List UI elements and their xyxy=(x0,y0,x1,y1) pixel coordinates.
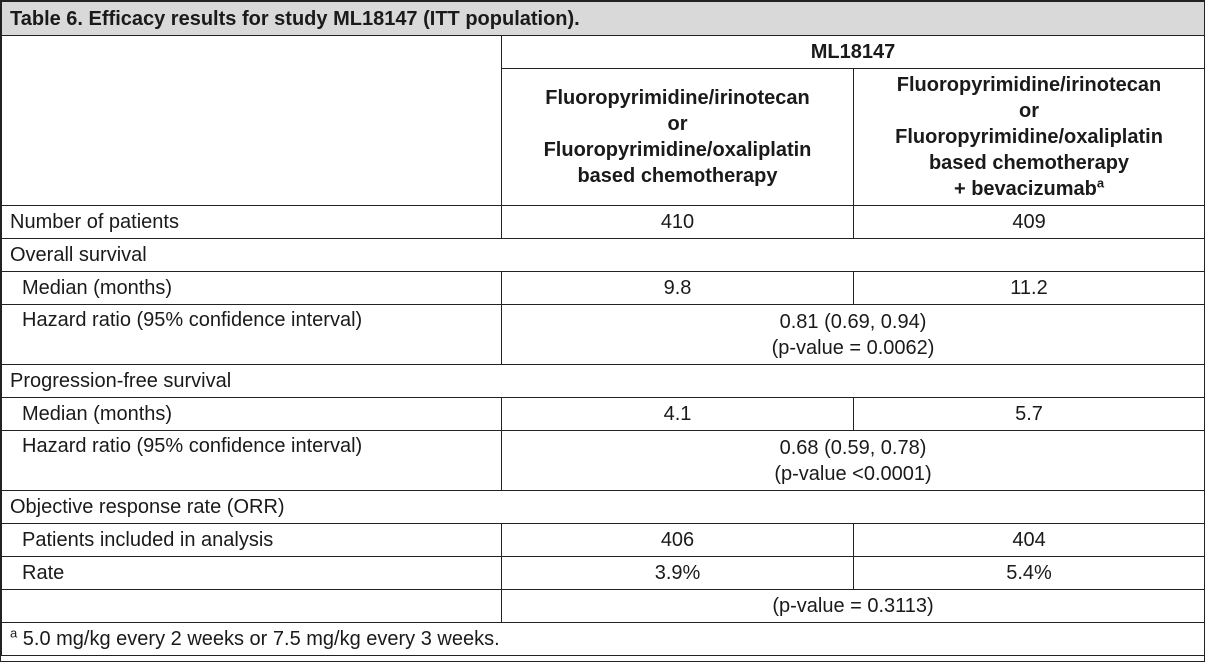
arm2-value: 409 xyxy=(854,206,1205,239)
section-label: Progression-free survival xyxy=(2,365,1205,398)
footnote-text: 5.0 mg/kg every 2 weeks or 7.5 mg/kg every 3 weeks. xyxy=(17,628,500,650)
table-row xyxy=(2,524,1205,557)
arm2-value: 11.2 xyxy=(854,272,1205,305)
study-header: ML18147 xyxy=(502,36,1205,69)
arm2-header-line: or xyxy=(1019,100,1040,122)
arm1-value: 406 xyxy=(502,524,854,557)
arm1-header-line: or xyxy=(667,113,688,135)
arm1-header-line: Fluoropyrimidine/irinotecan xyxy=(545,87,810,109)
arm1-header-line: Fluoropyrimidine/oxaliplatin xyxy=(543,139,812,161)
table-row xyxy=(2,272,1205,305)
empty-label-cell xyxy=(2,590,502,623)
header-empty-cell xyxy=(2,36,502,206)
footnote-row xyxy=(2,623,1205,656)
header-row-study xyxy=(2,36,1205,69)
table-row xyxy=(2,398,1205,431)
section-row xyxy=(2,491,1205,524)
table-row xyxy=(2,557,1205,590)
arm1-header xyxy=(502,69,854,206)
table-row xyxy=(2,590,1205,623)
arm1-value: 410 xyxy=(502,206,854,239)
arm2-value: 5.4% xyxy=(854,557,1205,590)
table-row xyxy=(2,305,1205,365)
section-label: Objective response rate (ORR) xyxy=(2,491,1205,524)
arm1-value: 3.9% xyxy=(502,557,854,590)
arm2-header xyxy=(854,69,1205,206)
arm1-value: 9.8 xyxy=(502,272,854,305)
table-caption: Table 6. Efficacy results for study ML18147 (ITT population). xyxy=(2,2,1205,36)
row-label: Median (months) xyxy=(2,398,502,431)
arm2-header-line: Fluoropyrimidine/irinotecan xyxy=(896,74,1162,96)
footnote-marker: a xyxy=(1096,175,1105,191)
row-label: Patients included in analysis xyxy=(2,524,502,557)
table-row xyxy=(2,206,1205,239)
section-row xyxy=(2,365,1205,398)
row-label: Number of patients xyxy=(2,206,502,239)
footnote xyxy=(2,623,1205,656)
arm2-header-line: Fluoropyrimidine/oxaliplatin xyxy=(895,126,1163,148)
row-label: Rate xyxy=(2,557,502,590)
arm2-header-line: based chemotherapy xyxy=(928,152,1130,174)
footnote-marker: a xyxy=(10,625,18,641)
arm1-value: 4.1 xyxy=(502,398,854,431)
p-value: (p-value <0.0001) xyxy=(774,462,932,485)
table-row xyxy=(2,431,1205,491)
row-label: Hazard ratio (95% confidence interval) xyxy=(2,305,502,365)
arm2-value: 404 xyxy=(854,524,1205,557)
p-value: (p-value = 0.0062) xyxy=(771,336,935,359)
combined-value xyxy=(502,431,1205,491)
arm1-header-line: based chemotherapy xyxy=(577,165,778,187)
section-label: Overall survival xyxy=(2,239,1205,272)
row-label: Median (months) xyxy=(2,272,502,305)
row-label: Hazard ratio (95% confidence interval) xyxy=(2,431,502,491)
arm2-header-line: + bevacizumab xyxy=(953,178,1097,200)
hazard-ratio-value: 0.81 (0.69, 0.94) xyxy=(779,310,927,333)
section-row xyxy=(2,239,1205,272)
hazard-ratio-value: 0.68 (0.59, 0.78) xyxy=(779,436,927,459)
p-value: (p-value = 0.3113) xyxy=(502,590,1205,623)
arm2-header-line-last xyxy=(854,176,1204,202)
efficacy-results-table xyxy=(1,1,1205,656)
combined-value xyxy=(502,305,1205,365)
table-caption-row xyxy=(2,2,1205,36)
arm2-value: 5.7 xyxy=(854,398,1205,431)
